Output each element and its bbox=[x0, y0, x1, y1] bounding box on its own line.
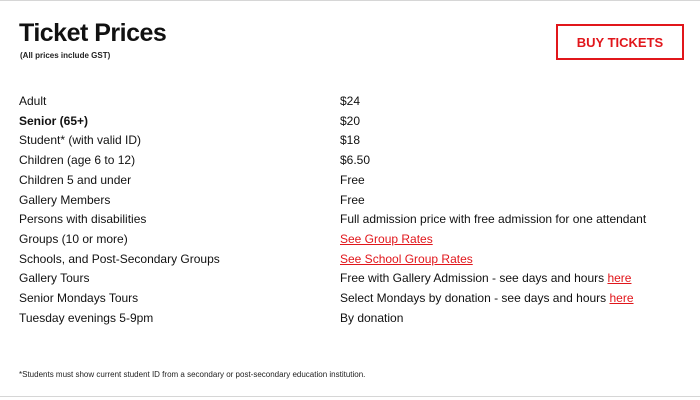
price-row-groups bbox=[19, 230, 689, 250]
price-label: Tuesday evenings 5-9pm bbox=[19, 310, 154, 325]
price-label: Children 5 and under bbox=[19, 172, 132, 187]
price-value: $6.50 bbox=[340, 153, 371, 168]
price-label: Schools, and Post-Secondary Groups bbox=[19, 251, 220, 266]
ticket-price-table bbox=[19, 92, 689, 328]
price-row-student bbox=[19, 131, 689, 151]
price-value: Full admission price with free admission for one attendant bbox=[340, 212, 647, 227]
price-label: Children (age 6 to 12) bbox=[19, 153, 136, 168]
buy-tickets-button[interactable]: BUY TICKETS bbox=[556, 24, 684, 60]
top-divider bbox=[0, 0, 700, 1]
price-row-adult bbox=[19, 92, 689, 112]
price-row-tuesday-evenings bbox=[19, 309, 689, 329]
group-rates-link[interactable]: See Group Rates bbox=[340, 231, 433, 246]
price-row-gallery-members bbox=[19, 191, 689, 211]
price-row-senior bbox=[19, 112, 689, 132]
price-label: Groups (10 or more) bbox=[19, 231, 128, 246]
school-group-rates-link[interactable]: See School Group Rates bbox=[340, 251, 473, 266]
price-label: Persons with disabilities bbox=[19, 212, 147, 227]
price-value bbox=[340, 250, 689, 270]
student-id-footnote: *Students must show current student ID from a secondary or post-secondary education institution. bbox=[19, 370, 366, 379]
price-value: By donation bbox=[340, 310, 404, 325]
price-label: Senior Mondays Tours bbox=[19, 291, 139, 306]
price-row-disabilities bbox=[19, 210, 689, 230]
bottom-divider bbox=[0, 396, 700, 397]
price-value: Free bbox=[340, 172, 365, 187]
price-value: $18 bbox=[340, 133, 361, 148]
price-row-senior-mondays bbox=[19, 289, 689, 309]
price-value: Free bbox=[340, 192, 365, 207]
price-row-gallery-tours bbox=[19, 269, 689, 289]
senior-mondays-here-link[interactable]: here bbox=[609, 291, 634, 306]
price-value: $20 bbox=[340, 113, 361, 128]
price-value bbox=[340, 269, 689, 289]
price-row-children bbox=[19, 151, 689, 171]
gallery-tours-here-link[interactable]: here bbox=[607, 271, 632, 286]
price-value bbox=[340, 230, 689, 250]
page-title: Ticket Prices bbox=[19, 19, 167, 47]
gst-note: (All prices include GST) bbox=[20, 51, 111, 60]
price-label: Gallery Tours bbox=[19, 271, 90, 286]
price-label: Student* (with valid ID) bbox=[19, 133, 142, 148]
price-value bbox=[340, 289, 689, 309]
price-label: Gallery Members bbox=[19, 192, 111, 207]
gallery-tours-text: Free with Gallery Admission - see days and hours bbox=[340, 271, 608, 286]
senior-mondays-text: Select Mondays by donation - see days and hours bbox=[340, 291, 610, 306]
price-value: $24 bbox=[340, 94, 361, 108]
price-row-schools bbox=[19, 250, 689, 270]
price-label: Senior (65+) bbox=[19, 113, 89, 128]
price-label: Adult bbox=[19, 94, 47, 108]
price-row-children-under-5 bbox=[19, 171, 689, 191]
